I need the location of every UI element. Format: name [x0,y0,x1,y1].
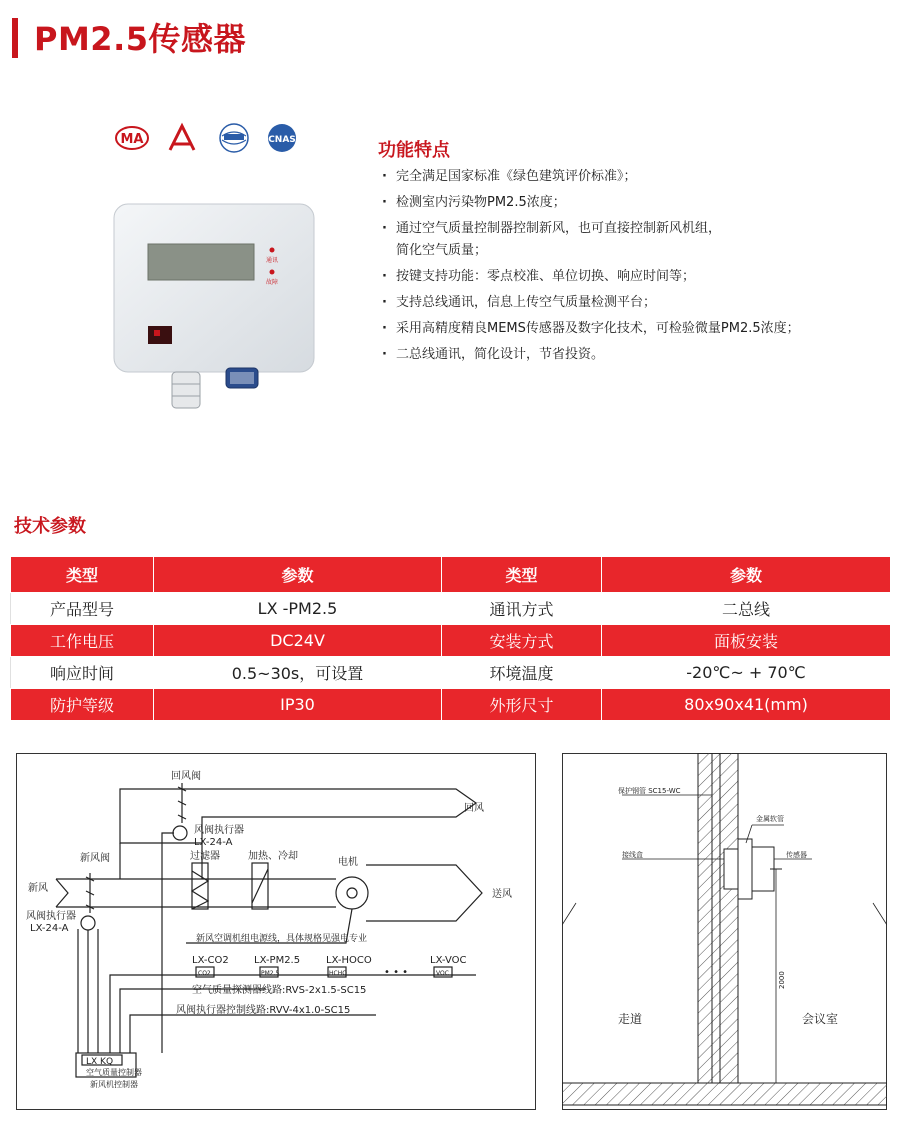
title-accent-bar [12,18,18,58]
table-cell: 0.5~30s，可设置 [154,657,442,689]
table-row [11,689,891,721]
ilac-mra-logo-icon [220,124,248,152]
label-sensor: 传感器 [786,851,807,859]
label-fresh-damper: 新风阀 [80,853,110,864]
table-cell: 安装方式 [442,625,602,657]
table-cell: LX -PM2.5 [154,593,442,625]
table-cell: 防护等级 [11,689,154,721]
page-title: PM2.5传感器 [34,20,246,58]
label-ellipsis: • • • [384,967,409,978]
table-cell: 外形尺寸 [442,689,602,721]
label-controller-model: LX KQ [86,1057,114,1067]
label-corridor: 走道 [618,1012,643,1026]
label-return-damper: 回风阀 [171,771,201,782]
cnas-logo-icon [268,124,296,152]
list-item: · 完全满足国家标准《绿色建筑评价标准》； [382,166,892,188]
label-controller-name: 空气质量控制器 [86,1068,142,1077]
label-height: 2000 [778,971,786,989]
params-table [10,556,891,721]
hvac-wiring-diagram [16,753,536,1110]
label-sensor-hcho: LX-HOCO [326,955,372,966]
table-cell: 产品型号 [11,593,154,625]
label-sensor-voc: LX-VOC [430,955,467,966]
label-sensor-voc-box: VOC [436,970,449,977]
table-cell: 二总线 [602,593,891,625]
list-item: · 支持总线通讯，信息上传空气质量检测平台； [382,292,892,314]
label-controller-sub: 新风机控制器 [90,1080,138,1089]
features-title: 功能特点 [378,140,450,161]
label-heat-cool: 加热、冷却 [248,851,298,862]
label-sensor-hcho-box: HCHO [329,970,347,977]
table-cell: 通讯方式 [442,593,602,625]
table-cell: 工作电压 [11,625,154,657]
label-actuator-left-model: LX-24-A [30,923,69,934]
label-conduit: 保护钢管 SC15-WC [618,787,681,795]
label-sensor-co2-box: CO2 [198,970,211,977]
table-cell: DC24V [154,625,442,657]
list-item: · 通过空气质量控制器控制新风，也可直接控制新风机组， 简化空气质量； [382,218,892,262]
cal-logo-icon [170,126,194,150]
label-filter: 过滤器 [190,851,220,862]
label-actuator-top: 风阀执行器 [194,825,244,836]
status-led-icon [270,248,275,253]
led-label-fault: 故障 [265,279,279,286]
label-actuator-line: 风阀执行器控制线路:RVV-4x1.0-SC15 [176,1005,351,1016]
table-cell: IP30 [154,689,442,721]
lcd-display [148,244,254,280]
sensor-device-image [108,200,320,420]
table-header: 参数 [602,557,891,593]
table-cell: 面板安装 [602,625,891,657]
label-supply-air: 送风 [492,889,512,900]
features-list [382,166,892,370]
label-bus-line: 空气质量探测器线路:RVS-2x1.5-SC15 [192,985,367,996]
table-cell: 80x90x41(mm) [602,689,891,721]
cma-logo-icon [116,127,148,149]
label-sensor-co2: LX-CO2 [192,955,229,966]
table-header: 参数 [154,557,442,593]
label-metal-hose: 金属软管 [756,815,784,823]
led-label-comm: 通讯 [265,257,279,264]
label-hvac-note: 新风空调机组电源线，具体规格见强电专业 [196,934,368,944]
table-row [11,625,891,657]
label-return-air: 回风 [464,803,484,814]
cnas-logo-text: CNAS [268,135,296,145]
list-item: · 二总线通讯，简化设计，节省投资。 [382,344,892,366]
label-sensor-pm: LX-PM2.5 [254,955,301,966]
table-cell: 环境温度 [442,657,602,689]
label-meeting-room: 会议室 [802,1012,839,1026]
cable-gland-icon [172,372,200,408]
table-header: 类型 [442,557,602,593]
cma-logo-text: MA [120,132,144,147]
table-cell: -20℃~ + 70℃ [602,657,891,689]
label-junction-box: 接线盒 [622,851,643,859]
label-sensor-pm-box: PM2.5 [261,970,280,977]
label-actuator-left: 风阀执行器 [26,911,76,922]
table-row [11,657,891,689]
label-actuator-top-model: LX-24-A [194,837,233,848]
installation-diagram [562,753,887,1110]
list-item: · 按键支持功能：零点校准、单位切换、响应时间等； [382,266,892,288]
label-fresh-air: 新风 [28,883,48,894]
certification-logos [112,120,312,156]
table-row [11,593,891,625]
table-header: 类型 [11,557,154,593]
table-header-row [11,557,891,593]
list-item: · 检测室内污染物PM2.5浓度； [382,192,892,214]
params-title: 技术参数 [14,516,86,537]
table-cell: 响应时间 [11,657,154,689]
label-motor: 电机 [338,857,358,868]
fault-led-icon [270,270,275,275]
list-item: · 采用高精度精良MEMS传感器及数字化技术，可检验微量PM2.5浓度； [382,318,892,340]
